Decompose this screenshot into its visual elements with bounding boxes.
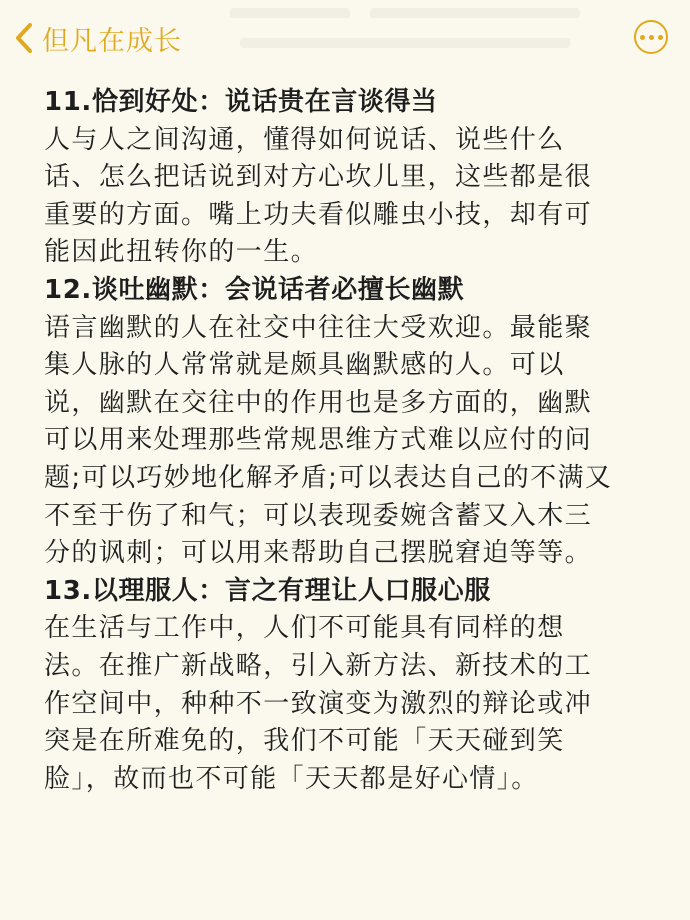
paragraph-line: 集人脉的人常常就是颇具幽默感的人。可以 <box>44 350 565 381</box>
paragraph-line: 重要的方面。嘴上功夫看似雕虫小技，却有可 <box>44 199 593 230</box>
more-icon-dot <box>649 35 654 40</box>
paragraph-line: 不至于伤了和气；可以表现委婉含蓄又入木三 <box>44 500 593 531</box>
more-icon-dot <box>658 35 663 40</box>
paragraph-line: 说，幽默在交往中的作用也是多方面的，幽默 <box>44 387 593 418</box>
paragraph-line: 题;可以巧妙地化解矛盾;可以表达自己的不满又 <box>44 462 613 493</box>
paragraph-line: 话、怎么把话说到对方心坎儿里，这些都是很 <box>44 162 593 193</box>
paragraph-line: 脸」，故而也不可能「天天都是好心情」。 <box>44 763 539 794</box>
paragraph-line: 分的讽刺；可以用来帮助自己摆脱窘迫等等。 <box>44 538 593 569</box>
paragraph-line: 法。在推广新战略，引入新方法、新技术的工 <box>44 650 593 681</box>
paragraph-line: 在生活与工作中，人们不可能具有同样的想 <box>44 613 565 644</box>
top-navigation-bar <box>0 0 690 78</box>
paragraph-line: 能因此扭转你的一生。 <box>44 237 319 268</box>
more-icon-dot <box>640 35 645 40</box>
paragraph-line: 人与人之间沟通，懂得如何说话、说些什么 <box>44 124 565 155</box>
paragraph-line: 可以用来处理那些常规思维方式难以应付的问 <box>44 425 593 456</box>
back-label: 但凡在成长 <box>42 25 182 57</box>
section-heading: 13.以理服人：言之有理让人口服心服 <box>44 575 491 606</box>
paragraph-line: 作空间中，种种不一致演变为激烈的辩论或冲 <box>44 688 593 719</box>
back-button[interactable] <box>14 18 182 58</box>
article-content <box>44 84 644 798</box>
paragraph-line: 语言幽默的人在社交中往往大受欢迎。最能聚 <box>44 312 593 343</box>
more-options-button[interactable] <box>634 20 668 54</box>
chevron-left-icon <box>14 22 34 54</box>
paragraph-line: 突是在所难免的，我们不可能「天天碰到笑 <box>44 726 565 757</box>
section-heading: 11.恰到好处：说话贵在言谈得当 <box>44 87 438 117</box>
section-heading: 12.谈吐幽默：会说话者必擅长幽默 <box>44 274 465 305</box>
